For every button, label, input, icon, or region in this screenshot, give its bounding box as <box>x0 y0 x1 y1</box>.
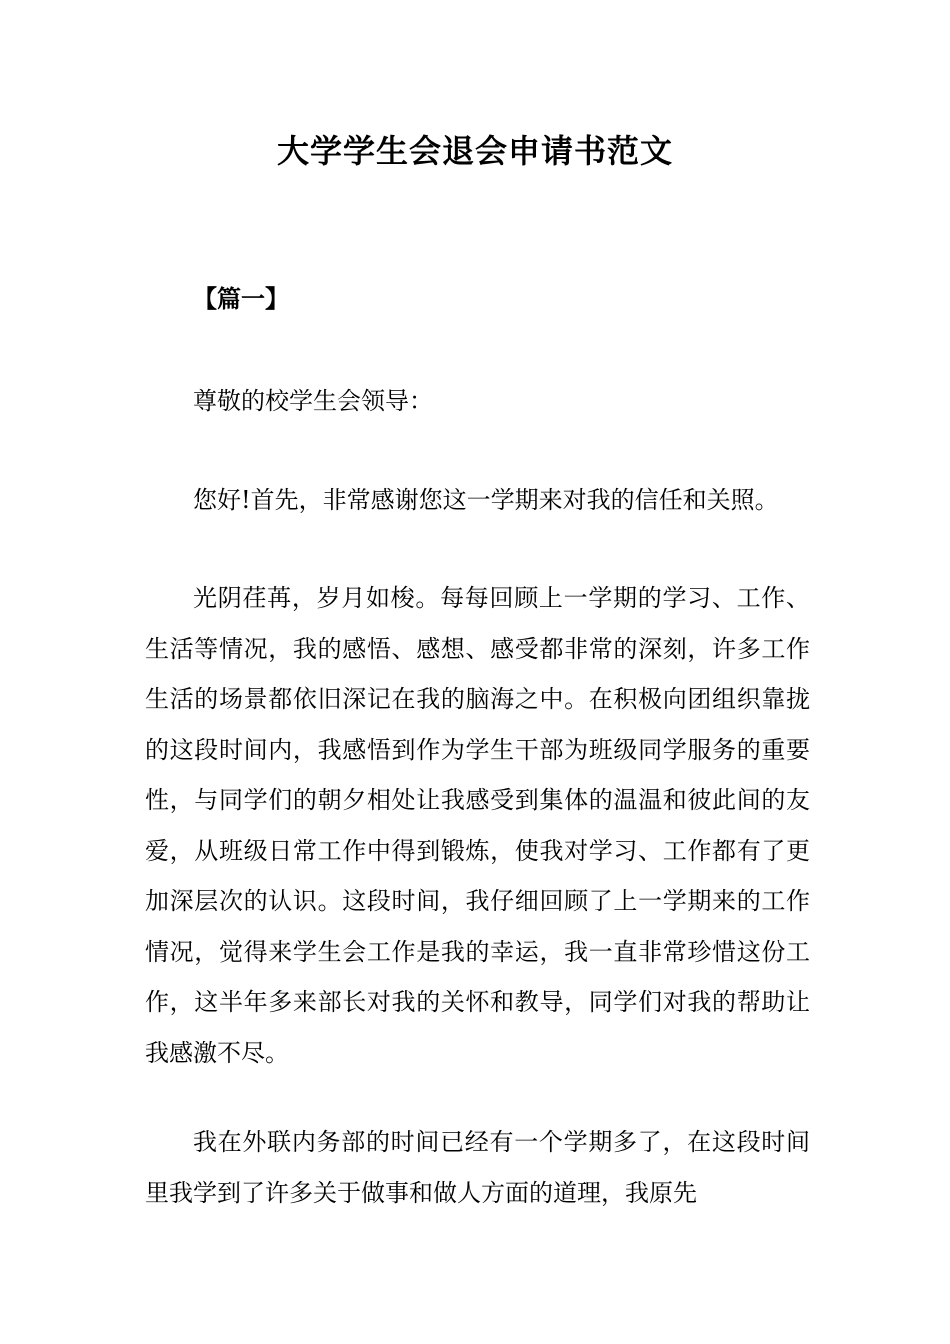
document-title: 大学学生会退会申请书范文 <box>276 132 673 170</box>
paragraph-1: 您好!首先，非常感谢您这一学期来对我的信任和关照。 <box>193 486 779 514</box>
section-heading: 【篇一】 <box>193 284 289 313</box>
paragraph-2: 光阴荏苒，岁月如梭。每每回顾上一学期的学习、工作、生活等情况，我的感悟、感想、感受都非常的深刻，许多工作生活的场景都依旧深记在我的脑海之中。在积极向团组织靠拢的这段时间内，我感悟到作为学生干部为班级同学服务的重要性，与同学们的朝夕相处让我感受到集体的温温和彼此间的友爱，从班级日常工作中得到锻炼，使我对学习、工作都有了更加深层次的认识。这段时间，我仔细回顾了上一学期来的工作情况，觉得来学生会工作是我的幸运，我一直非常珍惜这份工作，这半年多来部长对我的关怀和教导，同学们对我的帮助让我感激不尽。 <box>145 584 810 1067</box>
paragraph-3: 我在外联内务部的时间已经有一个学期多了，在这段时间里我学到了许多关于做事和做人方面的道理，我原先 <box>145 1128 810 1207</box>
salutation: 尊敬的校学生会领导： <box>193 387 433 415</box>
